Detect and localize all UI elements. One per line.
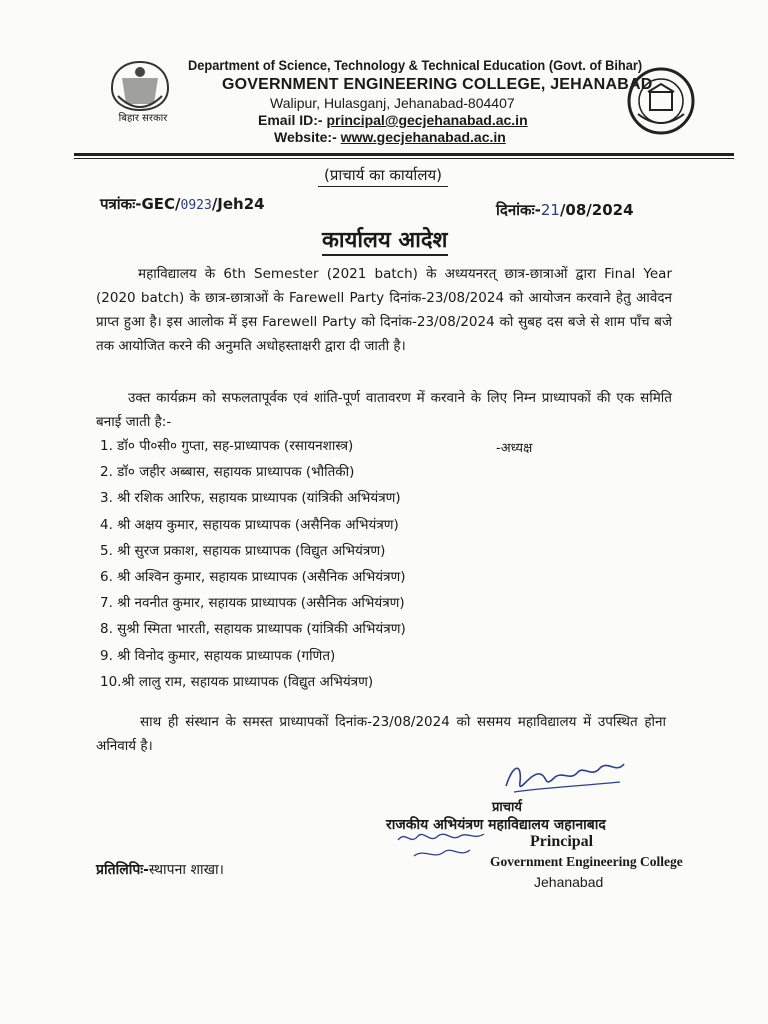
paragraph-committee-intro: उक्त कार्यक्रम को सफलतापूर्वक एवं शांति-पूर्ण वातावरण में करवाने के लिए निम्न प्राध्यापकों की एक समिति बनाई जाती है:- bbox=[96, 390, 672, 430]
college-city: Jehanabad bbox=[534, 874, 604, 890]
reference-number bbox=[100, 194, 265, 214]
copy-recipient: स्थापना शाखा। bbox=[148, 862, 224, 878]
dept-heading: Department of Science, Technology & Technical Education (Govt. of Bihar) bbox=[188, 58, 643, 73]
list-item: 6. श्री अश्विन कुमार, सहायक प्राध्यापक (असैनिक अभियंत्रण) bbox=[100, 568, 406, 585]
email-line bbox=[258, 112, 528, 128]
clerk-signature-icon bbox=[394, 826, 490, 866]
list-item: 4. श्री अक्षय कुमार, सहायक प्राध्यापक (असैनिक अभियंत्रण) bbox=[100, 516, 399, 533]
college-heading: GOVERNMENT ENGINEERING COLLEGE, JEHANABAD bbox=[222, 76, 653, 93]
date-suffix: /08/2024 bbox=[559, 201, 634, 219]
date-prefix: दिनांकः- bbox=[496, 201, 541, 219]
ref-prefix: पत्रांकः-GEC/ bbox=[100, 195, 181, 213]
college-name-hindi: राजकीय अभियंत्रण महाविद्यालय जहानाबाद bbox=[386, 817, 606, 833]
website-link[interactable]: www.gecjehanabad.ac.in bbox=[340, 129, 506, 145]
chair-role: -अध्यक्ष bbox=[496, 441, 533, 456]
list-item: 5. श्री सुरज प्रकाश, सहायक प्राध्यापक (विद्युत अभियंत्रण) bbox=[100, 542, 386, 559]
paragraph-attendance: साथ ही संस्थान के समस्त प्राध्यापकों दिनांक-23/08/2024 को ससमय महाविद्यालय में उपस्थित होना अनिवार्य है। bbox=[96, 714, 666, 754]
committee-list bbox=[100, 433, 406, 695]
list-item: 3. श्री रशिक आरिफ, सहायक प्राध्यापक (यांत्रिकी अभियंत्रण) bbox=[100, 490, 401, 507]
list-item: 2. डॉ० जहीर अब्बास, सहायक प्राध्यापक (भौतिकी) bbox=[100, 464, 355, 481]
emblem-caption: बिहार सरकार bbox=[118, 113, 168, 124]
principal-title: Principal bbox=[530, 833, 594, 850]
header-rule-thick bbox=[74, 153, 734, 156]
order-date bbox=[496, 200, 634, 220]
ref-suffix: /Jeh24 bbox=[211, 195, 265, 213]
list-item: 10.श्री लालु राम, सहायक प्राध्यापक (विद्युत अभियंत्रण) bbox=[100, 673, 374, 690]
list-item: 7. श्री नवनीत कुमार, सहायक प्राध्यापक (असैनिक अभियंत्रण) bbox=[100, 595, 405, 612]
page-title: कार्यालय आदेश bbox=[322, 224, 448, 256]
email-link[interactable]: principal@gecjehanabad.ac.in bbox=[326, 112, 528, 128]
college-address: Walipur, Hulasganj, Jehanabad-804407 bbox=[270, 95, 515, 111]
copy-to bbox=[96, 860, 224, 879]
email-label: Email ID:- bbox=[258, 112, 323, 128]
date-day: 21 bbox=[540, 201, 560, 219]
list-item: 9. श्री विनोद कुमार, सहायक प्राध्यापक (गणित) bbox=[100, 647, 336, 664]
college-seal-icon bbox=[626, 66, 696, 136]
paragraph-permission: महाविद्यालय के 6th Semester (2021 batch) के अध्ययनरत् छात्र-छात्राओं द्वारा Final Year (2020 batch) के छात्र-छात्राओं के Farewell Party दिनांक-23/08/2024 को आयोजन करवाने हेतु आवेदन प्राप्त हुआ है। इस आलोक में इस Farewell Party को दिनांक-23/08/2024 को सुबह दस बजे से शाम पाँच बजे तक आयोजित करने की अनुमति अधोहस्ताक्षरी द्वारा दी जाती है। bbox=[96, 266, 672, 354]
ref-number: 0923 bbox=[180, 198, 212, 213]
principal-signature-icon bbox=[500, 752, 630, 802]
header-rule-thin bbox=[74, 158, 734, 159]
copy-label: प्रतिलिपिः- bbox=[96, 862, 149, 878]
list-item: 1. डॉ० पी०सी० गुप्ता, सह-प्राध्यापक (रसायनशास्त्र) bbox=[100, 438, 354, 454]
college-name: Government Engineering College bbox=[490, 854, 683, 869]
principal-title-hindi: प्राचार्य bbox=[492, 800, 522, 815]
list-item: 8. सुश्री स्मिता भारती, सहायक प्राध्यापक (यांत्रिकी अभियंत्रण) bbox=[100, 621, 406, 638]
website-label: Website:- bbox=[274, 129, 337, 145]
office-label: (प्राचार्य का कार्यालय) bbox=[318, 164, 448, 187]
website-line bbox=[274, 129, 506, 145]
